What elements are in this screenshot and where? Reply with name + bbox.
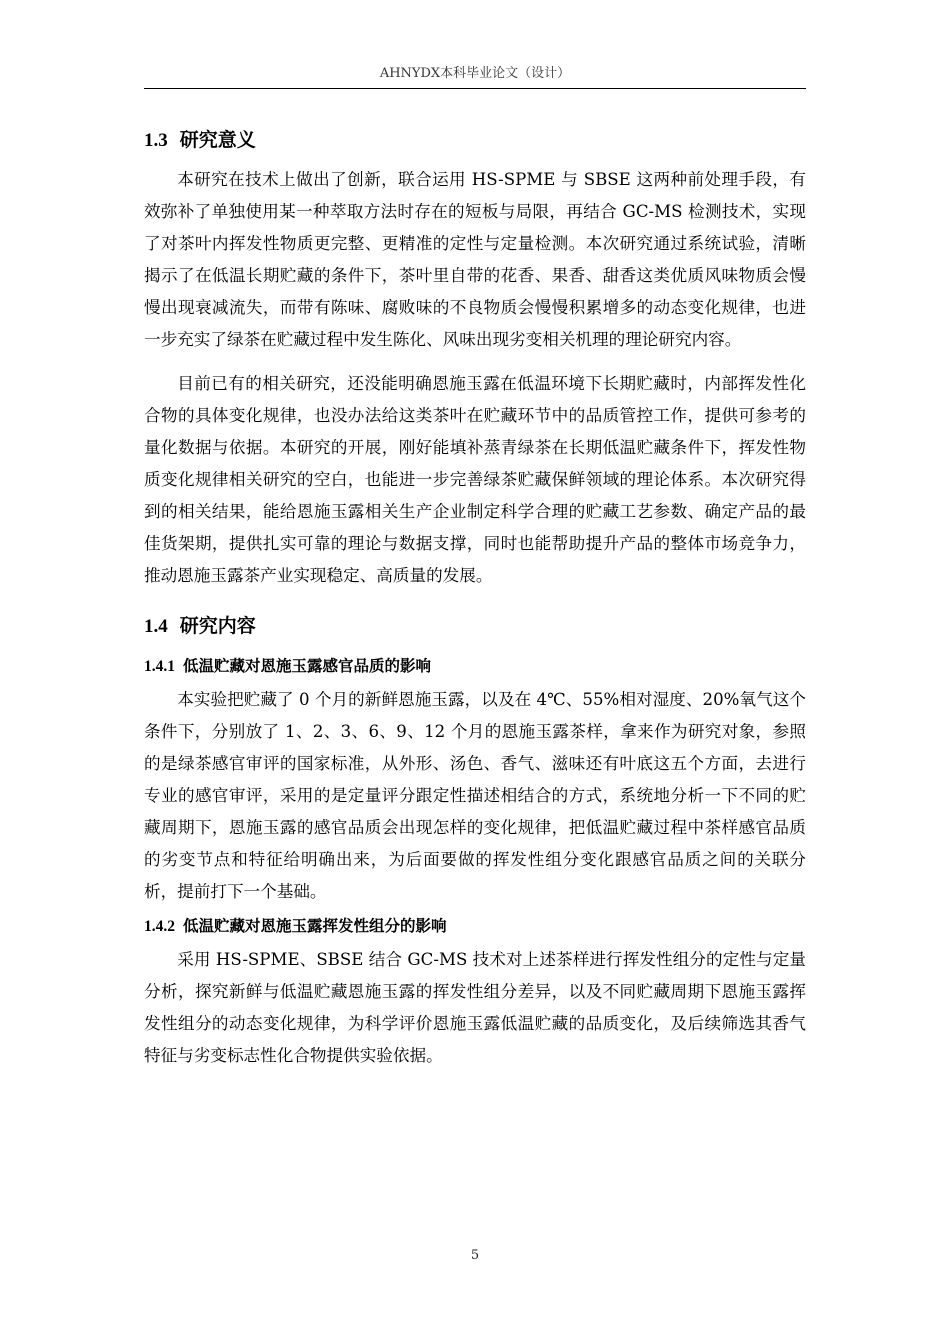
section-title: 研究意义 [179,129,256,151]
subsection-title: 低温贮藏对恩施玉露挥发性组分的影响 [183,917,447,935]
page-body [144,118,806,1072]
page-number: 5 [470,1248,480,1263]
subsection-title: 低温贮藏对恩施玉露感官品质的影响 [183,657,432,675]
section-number: 1.4 [144,616,168,637]
paragraph: 目前已有的相关研究，还没能明确恩施玉露在低温环境下长期贮藏时，内部挥发性化合物的具体变化规律，也没办法给这类茶叶在贮藏环节中的品质管控工作，提供可参考的量化数据与依据。本研究的开展，刚好能填补蒸青绿茶在长期低温贮藏条件下，挥发性物质变化规律相关研究的空白，也能进一步完善绿茶贮藏保鲜领域的理论体系。本次研究得到的相关结果，能给恩施玉露相关生产企业制定科学合理的贮藏工艺参数、确定产品的最佳货架期，提供扎实可靠的理论与数据支撑，同时也能帮助提升产品的整体市场竞争力，推动恩施玉露茶产业实现稳定、高质量的发展。 [144,374,806,585]
running-header [144,64,806,89]
subsection-number: 1.4.2 [144,918,175,935]
section-heading-1-3 [144,118,806,162]
section-title: 研究内容 [179,615,256,637]
paragraph: 采用 HS-SPME、SBSE 结合 GC-MS 技术对上述茶样进行挥发性组分的定性与定量分析，探究新鲜与低温贮藏恩施玉露的挥发性组分差异，以及不同贮藏周期下恩施玉露挥发性组分的动态变化规律，为科学评价恩施玉露低温贮藏的品质变化，及后续筛选其香气特征与劣变标志性化合物提供实验依据。 [144,950,806,1065]
subsection-heading-1-4-1 [144,648,806,684]
paragraph: 本实验把贮藏了 0 个月的新鲜恩施玉露，以及在 4℃、55%相对湿度、20%氧气这个条件下，分别放了 1、2、3、6、9、12 个月的恩施玉露茶样，拿来作为研究对象，参照的是绿茶感官审评的国家标准，从外形、汤色、香气、滋味还有叶底这五个方面，去进行专业的感官审评，采用的是定量评分跟定性描述相结合的方式，系统地分析一下不同的贮藏周期下，恩施玉露的感官品质会出现怎样的变化规律，把低温贮藏过程中茶样感官品质的劣变节点和特征给明确出来，为后面要做的挥发性组分变化跟感官品质之间的关联分析，提前打下一个基础。 [144,690,806,901]
subsection-heading-1-4-2 [144,908,806,944]
section-heading-1-4 [144,604,806,648]
header-title: AHNYDX本科毕业论文（设计） [379,66,571,81]
paragraph: 本研究在技术上做出了创新，联合运用 HS-SPME 与 SBSE 这两种前处理手段，有效弥补了单独使用某一种萃取方法时存在的短板与局限，再结合 GC-MS 检测技术，实现了对茶叶内挥发性物质更完整、更精准的定性与定量检测。本次研究通过系统试验，清晰揭示了在低温长期贮藏的条件下，茶叶里自带的花香、果香、甜香这类优质风味物质会慢慢出现衰减流失，而带有陈味、腐败味的不良物质会慢慢积累增多的动态变化规律，也进一步充实了绿茶在贮藏过程中发生陈化、风味出现劣变相关机理的理论研究内容。 [144,170,806,349]
section-number: 1.3 [144,130,168,151]
subsection-number: 1.4.1 [144,658,175,675]
